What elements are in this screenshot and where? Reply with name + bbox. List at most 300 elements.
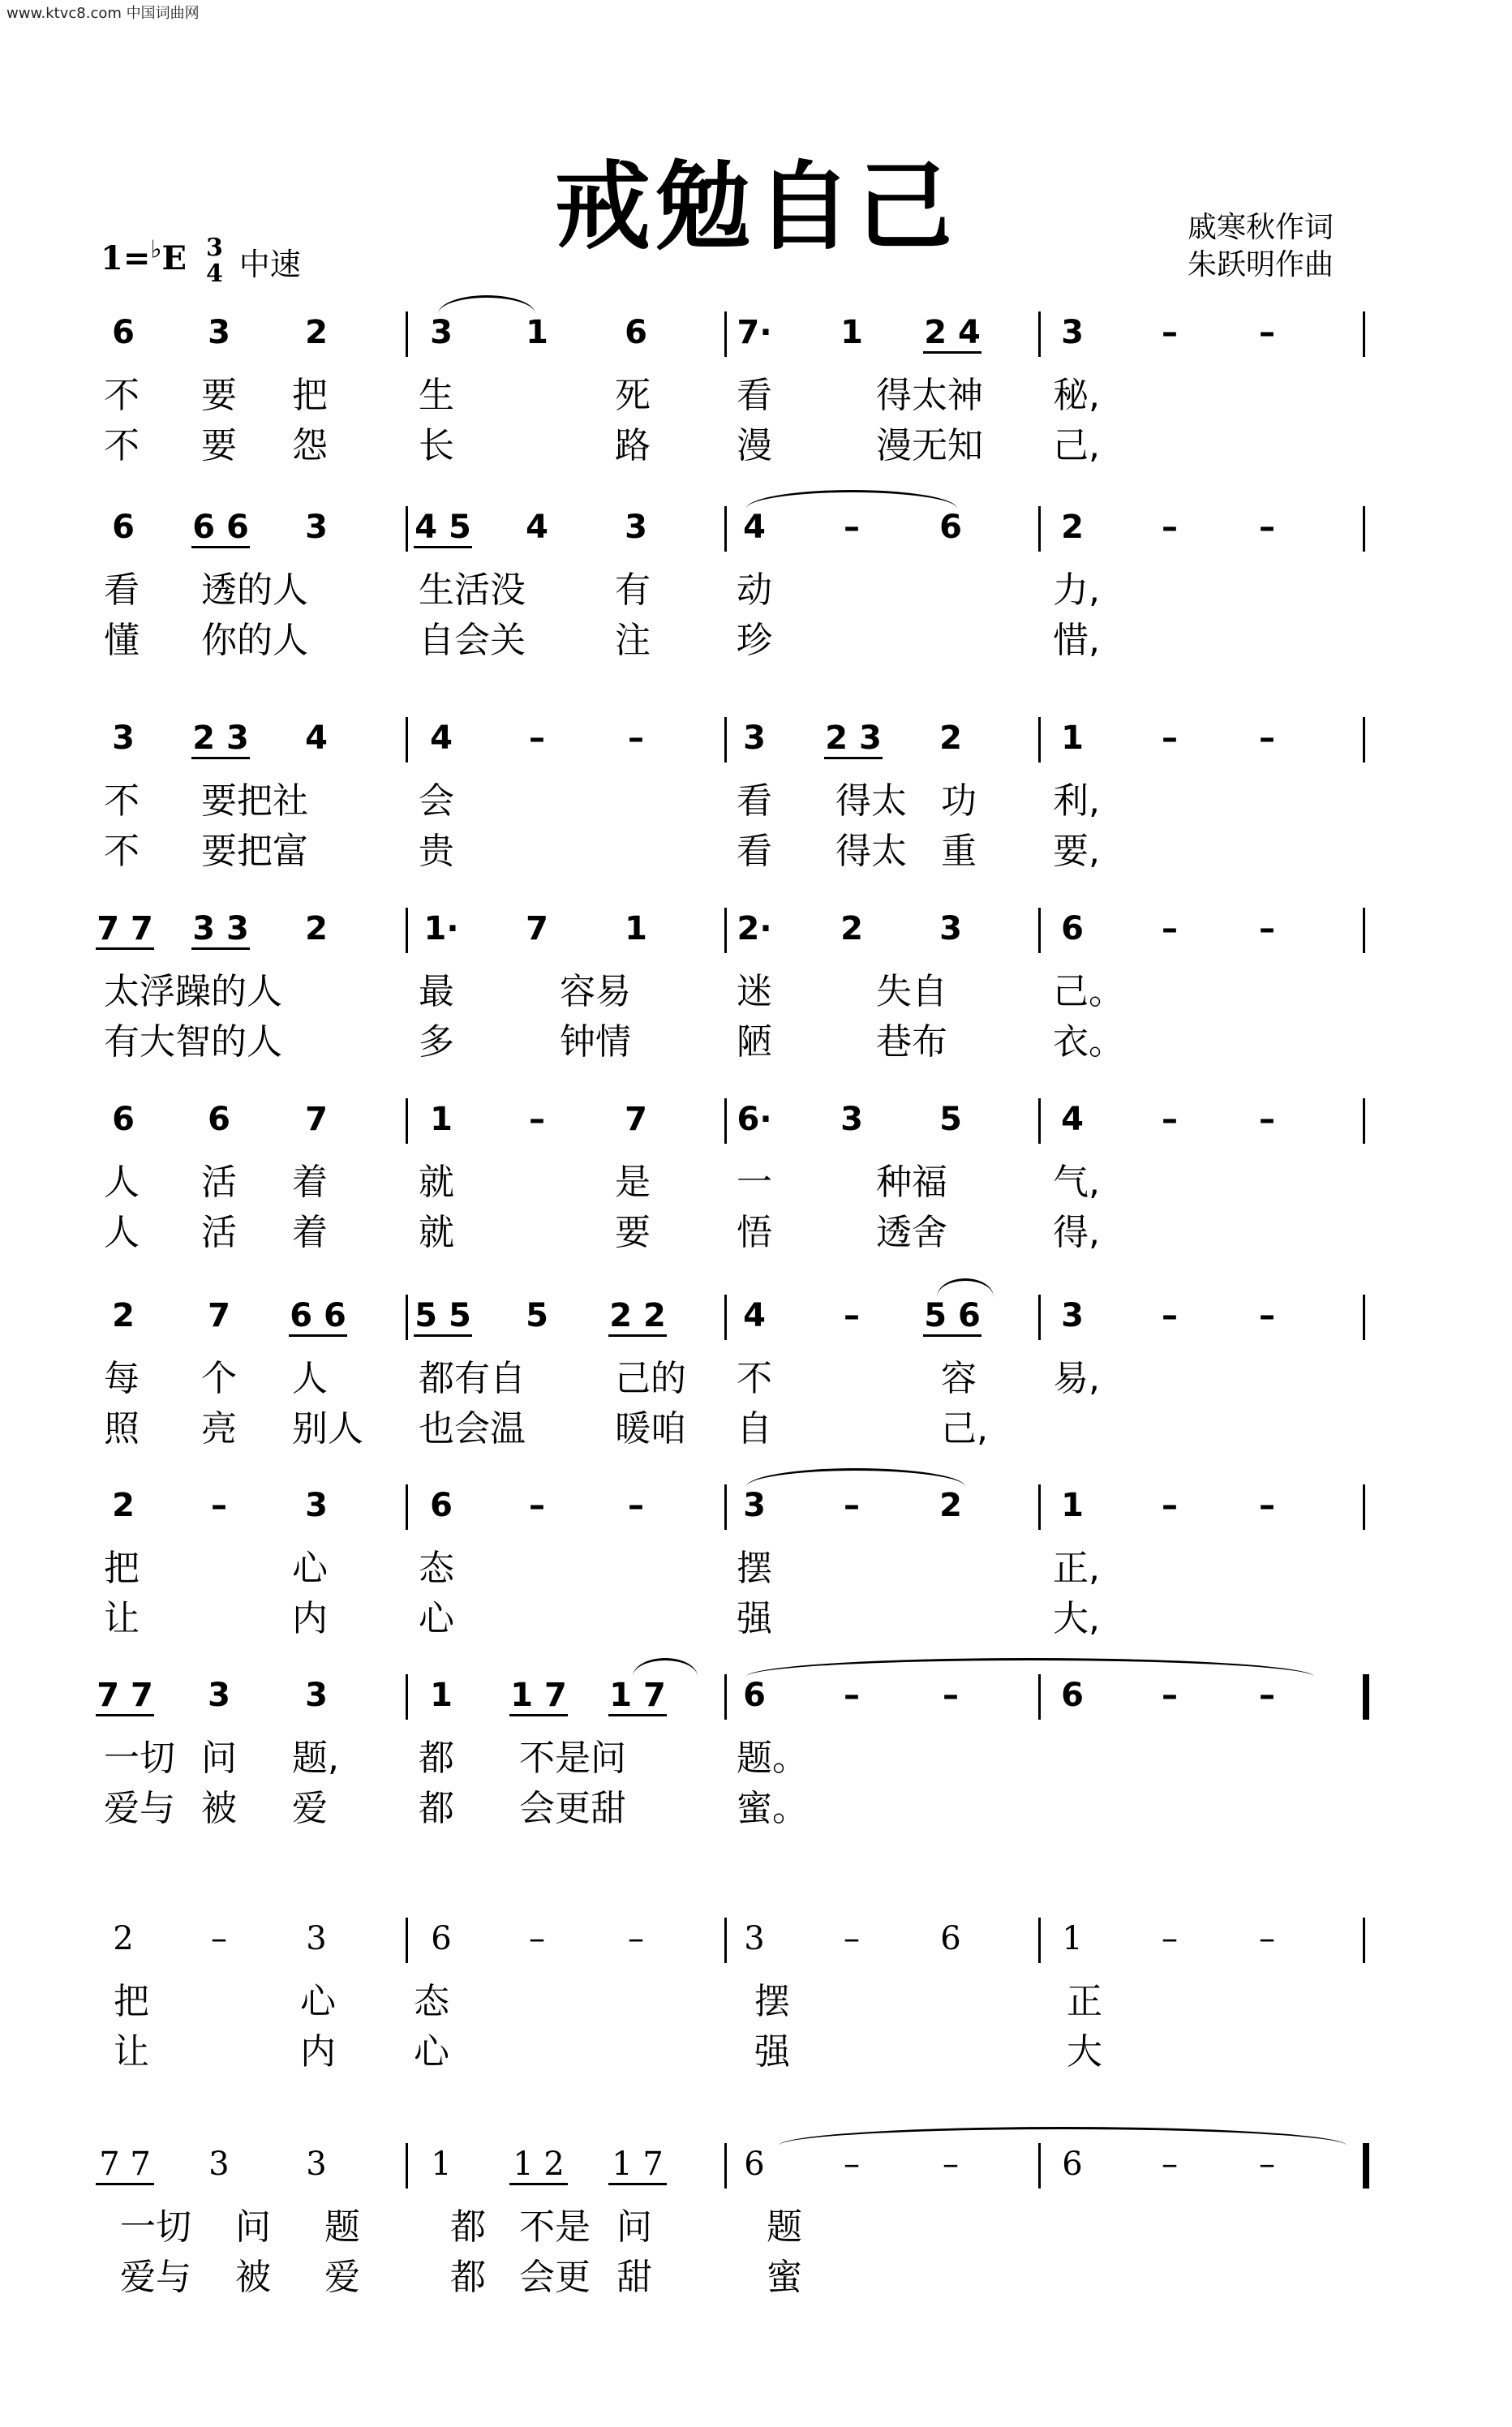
note: 1 xyxy=(840,314,863,351)
note: 1 7 xyxy=(597,1671,678,1720)
song-title: 戒勉自己 xyxy=(554,151,957,263)
lyric-word: 衣。 xyxy=(1053,1021,1124,1063)
lyric-word: 死 xyxy=(615,375,651,416)
note: 2 xyxy=(113,1920,134,1957)
note: 3 xyxy=(1061,314,1084,351)
lyric-verse-1 xyxy=(0,1548,1512,1590)
note: 7 7 xyxy=(84,904,165,953)
lyric-word: 题。 xyxy=(737,1738,808,1779)
note: 3 xyxy=(1061,1297,1084,1334)
key-prefix: 1= xyxy=(101,239,151,277)
note: 6 xyxy=(1062,2146,1083,2183)
note: – xyxy=(1259,314,1275,351)
note: 2 xyxy=(305,910,328,947)
note: 4 xyxy=(1061,1101,1084,1138)
note: 1 xyxy=(431,2146,452,2183)
note: – xyxy=(1162,2146,1178,2183)
lyric-word: 是 xyxy=(615,1162,651,1203)
barline xyxy=(1363,1918,1365,1963)
lyric-word: 看 xyxy=(737,831,772,872)
note: 7 xyxy=(526,910,548,947)
lyric-word: 态 xyxy=(419,1548,454,1589)
lyric-word: 就 xyxy=(419,1162,454,1203)
lyric-word: 己。 xyxy=(1053,971,1124,1012)
barline xyxy=(724,908,727,953)
barline xyxy=(406,2143,408,2189)
lyric-verse-1 xyxy=(0,971,1512,1013)
barline xyxy=(724,1918,727,1963)
lyric-word: 己的 xyxy=(615,1358,686,1399)
lyric-word: 蜜 xyxy=(767,2257,802,2298)
lyric-verse-2 xyxy=(0,2257,1512,2299)
note: 3 xyxy=(305,1677,328,1714)
lyric-word: 亮 xyxy=(201,1408,237,1450)
lyric-word: 蜜。 xyxy=(737,1788,808,1829)
lyric-word: 让 xyxy=(114,2031,149,2073)
barline xyxy=(406,1295,408,1340)
note: – xyxy=(1162,509,1178,546)
lyric-word: 有 xyxy=(615,569,651,611)
lyric-word: 内 xyxy=(292,1598,328,1639)
lyric-word: 都 xyxy=(419,1788,454,1829)
lyric-word: 要把社 xyxy=(201,780,308,822)
note: 6 xyxy=(939,509,962,546)
meter-bottom: 4 xyxy=(205,260,223,288)
lyric-word: 力, xyxy=(1053,569,1100,611)
lyric-verse-1 xyxy=(0,1981,1512,2023)
lyric-word: 会更 xyxy=(519,2257,591,2298)
lyric-verse-2 xyxy=(0,425,1512,467)
lyric-word: 心 xyxy=(414,2031,449,2073)
note: 2 xyxy=(840,910,863,947)
lyric-word: 暖咱 xyxy=(615,1408,686,1450)
barline xyxy=(1363,2143,1369,2189)
lyric-word: 漫无知 xyxy=(876,425,983,466)
note: 5 6 xyxy=(912,1291,993,1340)
note: 6 xyxy=(112,509,135,546)
note: 1 xyxy=(430,1101,453,1138)
lyric-word: 爱 xyxy=(292,1788,328,1829)
note: 4 xyxy=(526,509,548,546)
note: 6 xyxy=(743,1677,766,1714)
note: 3 xyxy=(939,910,962,947)
barline xyxy=(1363,1295,1365,1340)
note: – xyxy=(844,2146,860,2183)
barline xyxy=(724,717,727,762)
lyric-word: 都 xyxy=(450,2206,486,2248)
lyric-word: 题 xyxy=(767,2206,802,2248)
slur xyxy=(746,1658,1314,1677)
lyric-word: 自 xyxy=(737,1408,772,1450)
barline xyxy=(406,506,408,552)
note: 1· xyxy=(423,910,459,947)
note: – xyxy=(1259,1101,1275,1138)
lyric-word: 就 xyxy=(419,1212,454,1253)
barline xyxy=(1038,1295,1041,1340)
lyric-word: 爱与 xyxy=(120,2257,191,2298)
lyric-word: 问 xyxy=(201,1738,237,1779)
note: 3 xyxy=(208,314,230,351)
note: 1 xyxy=(526,314,548,351)
note: – xyxy=(1162,1920,1178,1957)
lyric-word: 种福 xyxy=(876,1162,947,1203)
lyric-word: 钟情 xyxy=(560,1021,631,1063)
barline xyxy=(1363,1674,1369,1720)
key-note: E xyxy=(161,239,187,277)
note: 7 7 xyxy=(84,1671,165,1720)
lyric-word: 惜, xyxy=(1053,620,1100,661)
lyric-word: 生活没 xyxy=(419,569,526,611)
note: – xyxy=(1259,509,1275,546)
note: 3 3 xyxy=(180,904,261,953)
lyric-verse-1 xyxy=(0,1162,1512,1204)
lyric-word: 正 xyxy=(1067,1981,1102,2022)
barline xyxy=(1038,506,1041,552)
note: 2 xyxy=(939,720,962,757)
note: 3 xyxy=(743,1487,766,1524)
note: – xyxy=(1162,1297,1178,1334)
lyric-word: 最 xyxy=(419,971,454,1012)
lyric-word: 得太 xyxy=(835,831,907,872)
lyric-word: 你的人 xyxy=(201,620,308,661)
lyric-word: 不 xyxy=(104,780,140,822)
tempo-marking: 中速 xyxy=(238,246,301,282)
credits xyxy=(1188,209,1334,284)
slur xyxy=(937,1278,994,1297)
note: 2 4 xyxy=(912,308,993,357)
barline xyxy=(406,1918,408,1963)
lyric-word: 心 xyxy=(292,1548,328,1589)
lyric-word: 易, xyxy=(1053,1358,1100,1399)
lyric-word: 陋 xyxy=(737,1021,772,1063)
note: 3 xyxy=(744,1920,765,1957)
lyric-verse-1 xyxy=(0,375,1512,417)
lyric-word: 得太神 xyxy=(876,375,983,416)
note: 6 xyxy=(430,1487,453,1524)
lyric-word: 态 xyxy=(414,1981,449,2022)
lyric-word: 太浮躁的人 xyxy=(104,971,282,1012)
lyric-verse-1 xyxy=(0,780,1512,823)
lyric-word: 着 xyxy=(292,1162,328,1203)
lyric-word: 不是 xyxy=(519,2206,591,2248)
note: 1 xyxy=(1062,1920,1083,1957)
lyric-word: 问 xyxy=(616,2206,652,2248)
note: – xyxy=(529,1101,545,1138)
lyric-word: 把 xyxy=(114,1981,149,2022)
lyric-word: 让 xyxy=(104,1598,140,1639)
barline xyxy=(406,311,408,357)
barline xyxy=(1363,1098,1365,1144)
note: – xyxy=(1259,1297,1275,1334)
barline xyxy=(1038,1918,1041,1963)
note: – xyxy=(211,1487,227,1524)
lyric-word: 多 xyxy=(419,1021,454,1063)
barline xyxy=(406,908,408,953)
lyric-word: 透的人 xyxy=(201,569,308,611)
lyric-word: 自会关 xyxy=(419,620,526,661)
note-line xyxy=(0,1095,1512,1144)
slur xyxy=(438,295,535,314)
note: 6 6 xyxy=(277,1291,359,1340)
lyric-verse-2 xyxy=(0,1598,1512,1640)
lyric-verse-1 xyxy=(0,2206,1512,2249)
composer-credit: 朱跃明作曲 xyxy=(1187,248,1334,281)
lyric-word: 心 xyxy=(419,1598,454,1639)
note: 2 xyxy=(305,314,328,351)
lyric-verse-2 xyxy=(0,1408,1512,1450)
lyric-word: 一切 xyxy=(120,2206,191,2248)
lyric-verse-2 xyxy=(0,1212,1512,1254)
lyric-word: 都 xyxy=(419,1738,454,1779)
note: – xyxy=(943,1677,959,1714)
note: – xyxy=(943,2146,959,2183)
lyric-word: 问 xyxy=(235,2206,271,2248)
lyric-word: 利, xyxy=(1053,780,1100,822)
note-line xyxy=(0,503,1512,552)
barline xyxy=(1363,908,1365,953)
lyric-word: 把 xyxy=(104,1548,140,1589)
note: – xyxy=(1162,1101,1178,1138)
slur xyxy=(633,1658,698,1677)
lyric-word: 要, xyxy=(1053,831,1100,872)
note: 2 3 xyxy=(813,714,894,762)
barline xyxy=(1363,506,1365,552)
lyric-word: 心 xyxy=(300,1981,336,2022)
note: – xyxy=(1259,2146,1275,2183)
lyric-word: 怨 xyxy=(292,425,328,466)
note: 2 xyxy=(1061,509,1084,546)
note: – xyxy=(1259,1677,1275,1714)
note: 2· xyxy=(737,910,772,947)
note: 2 xyxy=(112,1487,135,1524)
lyric-word: 会 xyxy=(419,780,454,822)
note: 1 xyxy=(430,1677,453,1714)
lyric-word: 人 xyxy=(104,1162,140,1203)
lyric-verse-1 xyxy=(0,1358,1512,1400)
lyric-word: 题, xyxy=(292,1738,339,1779)
lyric-word: 懂 xyxy=(104,620,140,661)
lyric-verse-2 xyxy=(0,2031,1512,2073)
note: 3 xyxy=(743,720,766,757)
note: – xyxy=(1162,910,1178,947)
note: 1 7 xyxy=(597,2140,678,2189)
note: 7 xyxy=(208,1297,230,1334)
note: – xyxy=(529,720,545,757)
note: 6 xyxy=(625,314,647,351)
lyric-word: 活 xyxy=(201,1212,237,1253)
barline xyxy=(724,1674,727,1720)
lyric-word: 失自 xyxy=(876,971,947,1012)
lyric-word: 看 xyxy=(737,375,772,416)
lyric-verse-1 xyxy=(0,1738,1512,1780)
note: 4 xyxy=(743,509,766,546)
lyric-word: 要 xyxy=(201,375,237,416)
note-line xyxy=(0,904,1512,953)
lyric-word: 生 xyxy=(419,375,454,416)
note: – xyxy=(1259,1920,1275,1957)
note: 3 xyxy=(305,1487,328,1524)
lyric-word: 有大智的人 xyxy=(104,1021,282,1063)
lyric-word: 不 xyxy=(104,831,140,872)
note: 3 xyxy=(306,2146,327,2183)
note: 6 6 xyxy=(180,503,261,552)
lyricist-credit: 戚寒秋作词 xyxy=(1187,211,1334,244)
note: – xyxy=(1259,1487,1275,1524)
barline xyxy=(1038,311,1041,357)
note: – xyxy=(628,1487,644,1524)
barline xyxy=(724,506,727,552)
lyric-word: 被 xyxy=(201,1788,237,1829)
note: 3 xyxy=(112,720,135,757)
lyric-word: 强 xyxy=(754,2031,790,2073)
barline xyxy=(1038,2143,1041,2189)
note: 1 xyxy=(1061,1487,1084,1524)
note: 7 xyxy=(625,1101,647,1138)
key-signature xyxy=(101,235,301,287)
lyric-word: 珍 xyxy=(737,620,772,661)
note-line xyxy=(0,308,1512,357)
note: 1 xyxy=(625,910,647,947)
note: – xyxy=(844,509,860,546)
lyric-verse-2 xyxy=(0,1788,1512,1830)
barline xyxy=(1363,311,1365,357)
lyric-word: 摆 xyxy=(737,1548,772,1589)
note: – xyxy=(1162,720,1178,757)
barline xyxy=(1363,717,1365,762)
lyric-word: 要 xyxy=(201,425,237,466)
lyric-word: 个 xyxy=(201,1358,237,1399)
lyric-word: 甜 xyxy=(616,2257,652,2298)
lyric-word: 漫 xyxy=(737,425,772,466)
note: – xyxy=(211,1920,227,1957)
watermark: www.ktvc8.com 中国词曲网 xyxy=(6,5,200,22)
lyric-word: 看 xyxy=(737,780,772,822)
lyric-word: 己, xyxy=(941,1408,988,1450)
slur xyxy=(746,490,957,509)
lyric-word: 爱与 xyxy=(104,1788,175,1829)
lyric-word: 被 xyxy=(235,2257,271,2298)
lyric-word: 大, xyxy=(1053,1598,1100,1639)
lyric-word: 不是问 xyxy=(519,1738,626,1779)
lyric-word: 得太 xyxy=(835,780,907,822)
note: 2 3 xyxy=(180,714,261,762)
note: 5 xyxy=(526,1297,548,1334)
barline xyxy=(1038,1674,1041,1720)
barline xyxy=(406,1484,408,1530)
lyric-word: 己, xyxy=(1053,425,1100,466)
slur xyxy=(746,1468,965,1487)
note: 4 xyxy=(743,1297,766,1334)
note: 3 xyxy=(840,1101,863,1138)
meter-top: 3 xyxy=(205,234,223,262)
lyric-word: 都有自 xyxy=(419,1358,526,1399)
note: 3 xyxy=(306,1920,327,1957)
note: – xyxy=(529,1487,545,1524)
barline xyxy=(1363,1484,1365,1530)
lyric-verse-2 xyxy=(0,831,1512,873)
lyric-word: 得, xyxy=(1053,1212,1100,1253)
lyric-word: 动 xyxy=(737,569,772,611)
lyric-word: 不 xyxy=(737,1358,772,1399)
note-line xyxy=(0,1671,1512,1720)
lyric-word: 把 xyxy=(292,375,328,416)
note: 5 5 xyxy=(402,1291,483,1340)
barline xyxy=(724,311,727,357)
lyric-word: 一 xyxy=(737,1162,772,1203)
lyric-word: 正, xyxy=(1053,1548,1100,1589)
lyric-word: 每 xyxy=(104,1358,140,1399)
lyric-word: 要 xyxy=(615,1212,651,1253)
barline xyxy=(1038,1098,1041,1144)
note: 6 xyxy=(940,1920,961,1957)
note: 6 xyxy=(112,1101,135,1138)
barline xyxy=(406,717,408,762)
note: 1 2 xyxy=(498,2140,579,2189)
lyric-word: 路 xyxy=(615,425,651,466)
note: – xyxy=(1259,720,1275,757)
note: 2 xyxy=(112,1297,135,1334)
lyric-word: 长 xyxy=(419,425,454,466)
note: – xyxy=(1259,910,1275,947)
note: – xyxy=(628,1920,644,1957)
note: 4 xyxy=(430,720,453,757)
lyric-word: 别人 xyxy=(292,1408,363,1450)
note: 4 xyxy=(305,720,328,757)
note-line xyxy=(0,1291,1512,1340)
note: 4 5 xyxy=(402,503,483,552)
note: 3 xyxy=(305,509,328,546)
note: 1 xyxy=(1061,720,1084,757)
lyric-word: 巷布 xyxy=(876,1021,947,1063)
lyric-word: 要把富 xyxy=(201,831,308,872)
note: 7· xyxy=(737,314,772,351)
note: – xyxy=(1162,1677,1178,1714)
barline xyxy=(724,2143,727,2189)
lyric-word: 摆 xyxy=(754,1981,790,2022)
lyric-word: 看 xyxy=(104,569,140,611)
time-signature xyxy=(206,235,223,287)
lyric-word: 大 xyxy=(1067,2031,1102,2073)
lyric-word: 悟 xyxy=(737,1212,772,1253)
lyric-word: 容 xyxy=(941,1358,977,1399)
note: – xyxy=(1162,314,1178,351)
lyric-word: 会更甜 xyxy=(519,1788,626,1829)
note-line xyxy=(0,1481,1512,1530)
note: – xyxy=(628,720,644,757)
lyric-word: 透舍 xyxy=(876,1212,947,1253)
barline xyxy=(406,1098,408,1144)
lyric-word: 爱 xyxy=(324,2257,360,2298)
note: – xyxy=(844,1920,860,1957)
lyric-word: 也会温 xyxy=(419,1408,526,1450)
slur xyxy=(779,2127,1347,2146)
lyric-word: 不 xyxy=(104,425,140,466)
lyric-word: 功 xyxy=(941,780,977,822)
note: 2 2 xyxy=(597,1291,678,1340)
note: 7 xyxy=(305,1101,328,1138)
lyric-word: 都 xyxy=(450,2257,486,2298)
barline xyxy=(724,1098,727,1144)
lyric-word: 贵 xyxy=(419,831,454,872)
barline xyxy=(724,1295,727,1340)
barline xyxy=(406,1674,408,1720)
note: 7 7 xyxy=(84,2140,165,2189)
lyric-word: 内 xyxy=(300,2031,336,2073)
lyric-word: 迷 xyxy=(737,971,772,1012)
lyric-verse-2 xyxy=(0,1021,1512,1063)
flat-sign: ♭ xyxy=(150,235,162,264)
barline xyxy=(724,1484,727,1530)
